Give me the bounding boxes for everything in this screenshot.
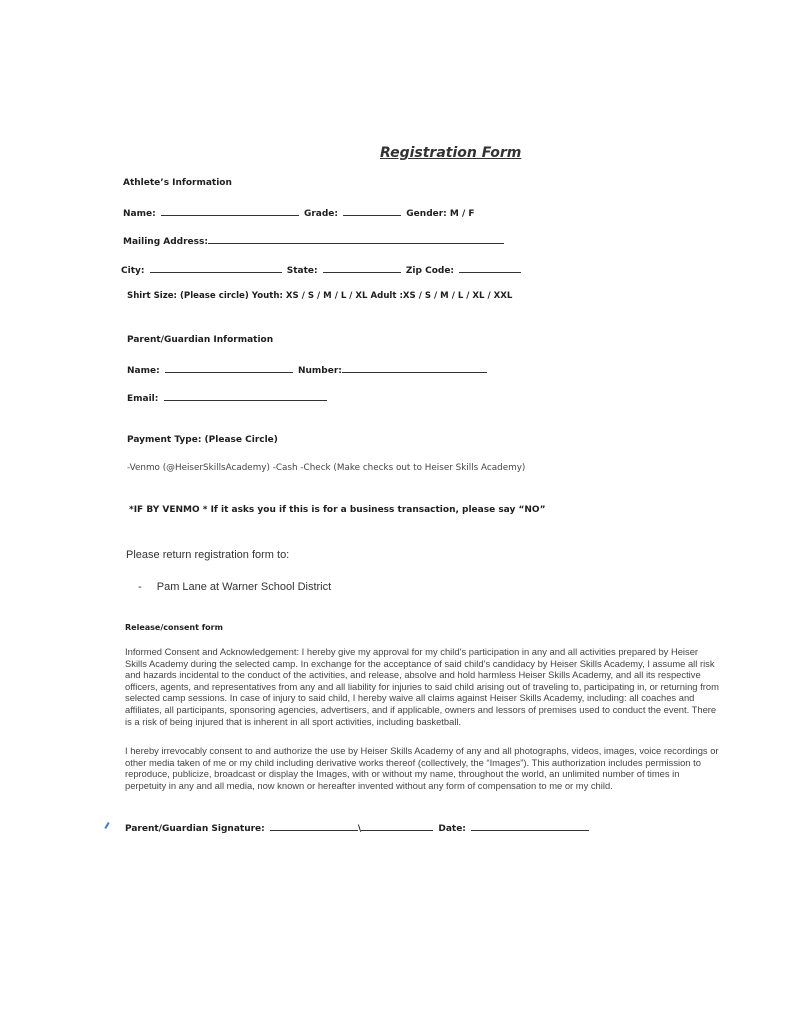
form-title: Registration Form	[380, 145, 522, 161]
release-heading: Release/consent form	[125, 623, 223, 632]
state-label: State:	[286, 266, 318, 276]
informed-consent-paragraph: Informed Consent and Acknowledgement: I hereby give my approval for my child’s participation in any and all activities prepared by Heiser Skills Academy during the selected camp. In exchange for the acceptance of said child’s candidacy by Heiser Skills Academy, I assume all risk and hazards incidental to the conduct of the activities, and release, absolve and hold harmless Heiser Skills Academy, and all its respective officers, agents, and representatives from any and all liability for injuries to said child arising out of traveling to, participating in, or returning from selected camp sessions. In case of injury to said child, I hereby waive all claims against Heiser Skills Academy, including: all coaches and affiliates, all participants, sponsoring agencies, advertisers, and if applicable, owners and lessors of premises used to conduct the event. There is a risk of being injured that is inherent in all sport activities, including basketball.	[125, 646, 719, 727]
number-field[interactable]	[342, 363, 487, 373]
email-field[interactable]	[164, 391, 327, 401]
athlete-info-heading: Athlete’s Information	[123, 178, 232, 188]
city-label: City:	[121, 266, 145, 276]
payment-type-heading: Payment Type: (Please Circle)	[127, 435, 278, 445]
zip-field[interactable]	[459, 263, 521, 273]
mailing-address-field[interactable]	[208, 234, 504, 244]
email-label: Email:	[127, 394, 159, 404]
athlete-name-field[interactable]	[161, 206, 299, 216]
city-state-zip-row	[121, 263, 523, 276]
bullet-dash: -	[138, 581, 142, 593]
state-field[interactable]	[323, 263, 401, 273]
parent-name-row	[127, 363, 489, 376]
pen-mark	[104, 822, 109, 829]
shirt-size-line[interactable]: Shirt Size: (Please circle) Youth: XS / S / M / L / XL Adult :XS / S / M / L / XL / XXL	[127, 291, 513, 301]
parent-name-field[interactable]	[165, 363, 293, 373]
city-field[interactable]	[150, 263, 282, 273]
zip-label: Zip Code:	[405, 266, 455, 276]
signature-label: Parent/Guardian Signature:	[125, 824, 265, 834]
return-recipient-item	[138, 581, 331, 593]
mailing-address-label: Mailing Address:	[123, 237, 208, 247]
signature-field[interactable]	[270, 821, 358, 831]
date-field[interactable]	[471, 821, 589, 831]
grade-field[interactable]	[343, 206, 401, 216]
athlete-name-row	[123, 206, 475, 219]
signature-row	[125, 821, 591, 834]
venmo-note: *IF BY VENMO * If it asks you if this is for a business transaction, please say “NO”	[129, 505, 546, 515]
grade-label: Grade:	[303, 209, 339, 219]
mailing-address-row	[123, 234, 506, 247]
date-label: Date:	[438, 824, 466, 834]
return-heading: Please return registration form to:	[126, 549, 290, 561]
email-row	[127, 391, 329, 404]
number-label: Number:	[297, 366, 342, 376]
media-consent-paragraph: I hereby irrevocably consent to and authorize the use by Heiser Skills Academy of any and all photographs, videos, images, voice recordings or other media taken of me or my child including derivative works thereof (collectively, the “Images”). This authorization includes permission to reproduce, publicize, broadcast or display the Images, with or without my name, throughout the world, an unlimited number of times in perpetuity in any and all media, now known or hereafter invented without any form of compensation to me or my child.	[125, 745, 719, 791]
parent-name-label: Name:	[127, 366, 160, 376]
name-label: Name:	[123, 209, 156, 219]
signature-separator: \	[357, 824, 362, 834]
signature-field-2[interactable]	[361, 821, 433, 831]
gender-label[interactable]: Gender: M / F	[406, 209, 475, 219]
return-recipient: Pam Lane at Warner School District	[156, 581, 332, 593]
payment-options[interactable]: -Venmo (@HeiserSkillsAcademy) -Cash -Check (Make checks out to Heiser Skills Academy)	[127, 463, 526, 473]
parent-info-heading: Parent/Guardian Information	[127, 335, 274, 345]
